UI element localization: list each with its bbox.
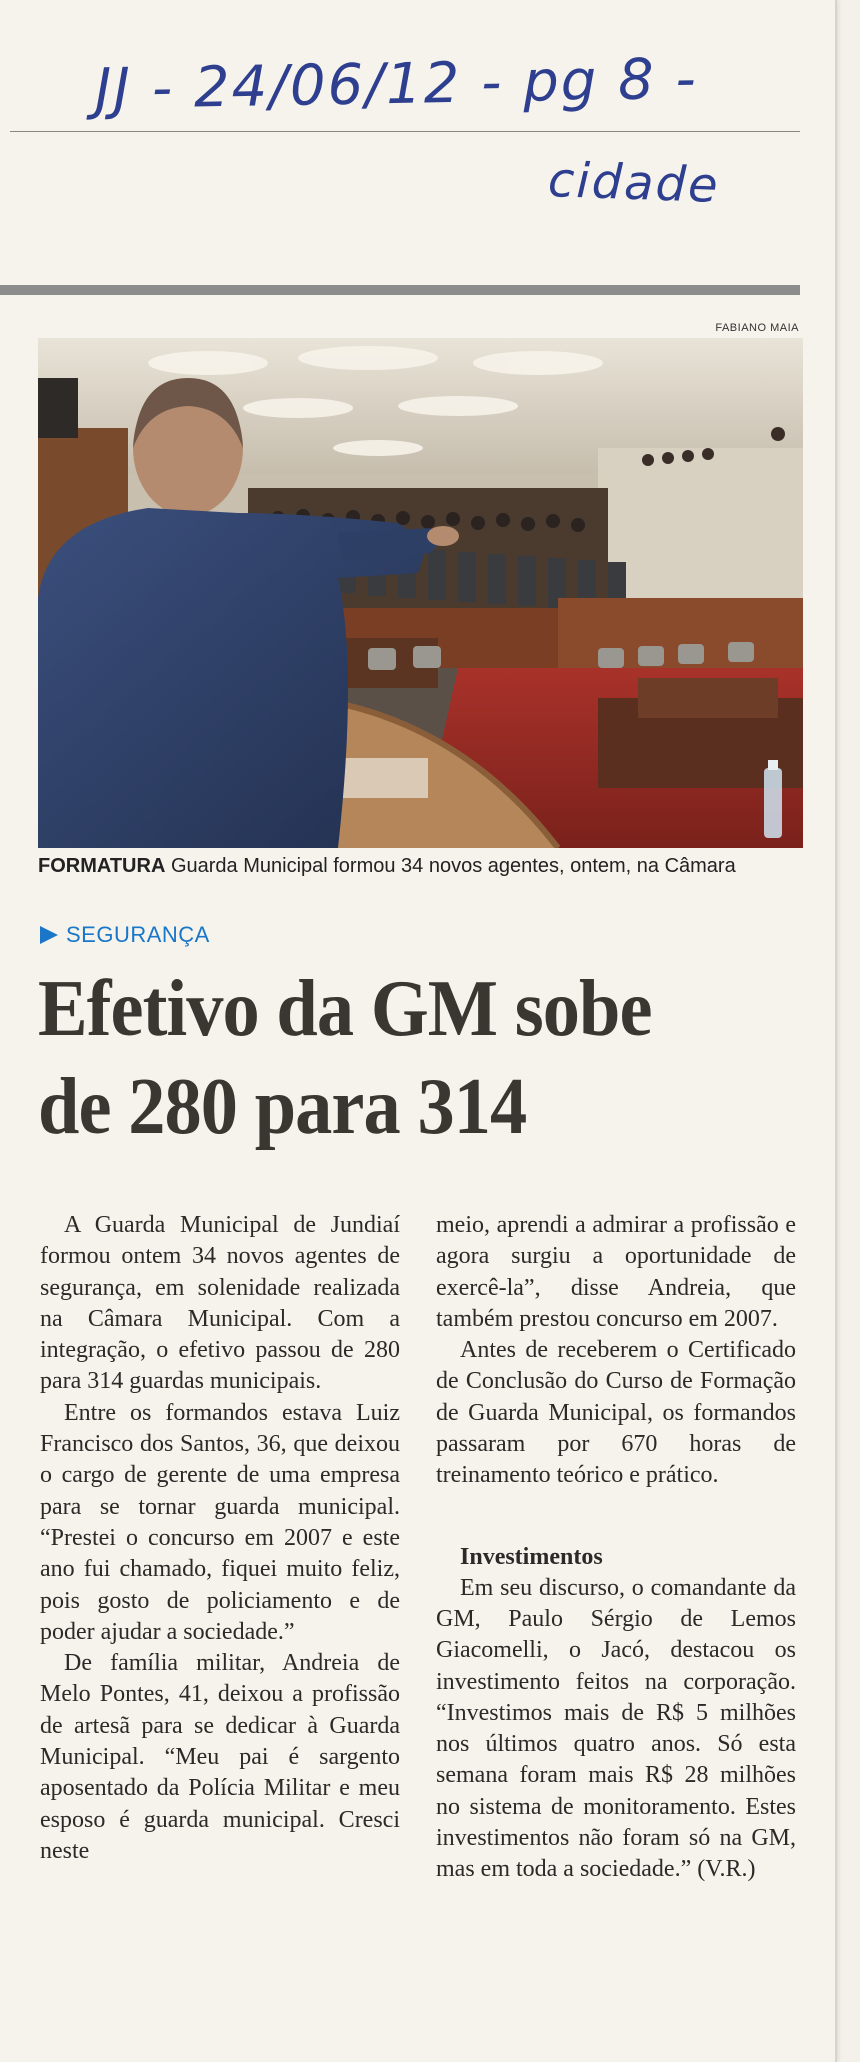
- photo-caption: [38, 855, 808, 878]
- article-column-left: [40, 1210, 400, 1867]
- handwritten-reference: JJ - 24/06/12 - pg 8 -: [94, 46, 699, 123]
- article-column-right: [436, 1210, 796, 1886]
- caption-lead: FORMATURA: [38, 855, 166, 877]
- section-kicker: [40, 922, 210, 948]
- subheading: Investimentos: [460, 1543, 603, 1570]
- paragraph: De família militar, Andreia de Melo Pontes, 41, deixou a profissão de artesã para se dedicar à Guarda Municipal. “Meu pai é sargento aposentado da Polícia Militar e meu esposo é guarda municipal. Cresci neste: [40, 1650, 400, 1864]
- ceremony-photo: [38, 338, 803, 848]
- headline-line-2: de 280 para 314: [38, 1063, 527, 1151]
- article-headline: [38, 960, 763, 1156]
- thick-divider: [0, 285, 800, 295]
- handwritten-section: cidade: [547, 152, 721, 214]
- arrow-right-icon: [40, 926, 58, 944]
- paragraph: A Guarda Municipal de Jundiaí formou ontem 34 novos agentes de segurança, em solenidade realizada na Câmara Municipal. Com a integração, o efetivo passou de 280 para 314 guardas municipais.: [40, 1212, 400, 1395]
- paragraph: Antes de receberem o Certificado de Conclusão do Curso de Formação de Guarda Municipal, os formandos passaram por 670 horas de treinamento teórico e prático.: [436, 1337, 796, 1489]
- paragraph: meio, aprendi a admirar a profissão e agora surgiu a oportunidade de exercê-la”, disse Andreia, que também prestou concurso em 2007.: [436, 1212, 796, 1332]
- paragraph: Entre os formandos estava Luiz Francisco dos Santos, 36, que deixou o cargo de gerente de uma empresa para se tornar guarda municipal. “Prestei o concurso em 2007 e este ano fui chamado, fiquei muito feliz, pois gosto de policiamento e de poder ajudar a sociedade.”: [40, 1399, 400, 1645]
- kicker-label: SEGURANÇA: [66, 922, 210, 947]
- thin-divider: [10, 131, 800, 132]
- caption-text: Guarda Municipal formou 34 novos agentes, ontem, na Câmara: [165, 855, 736, 877]
- headline-line-1: Efetivo da GM sobe: [38, 965, 652, 1053]
- paragraph: Em seu discurso, o comandante da GM, Paulo Sérgio de Lemos Giacomelli, o Jacó, destacou os investimento feitos na corporação. “Investimos mais de R$ 5 milhões nos últimos quatro anos. Só esta semana foram mais R$ 28 milhões no sistema de monitoramento. Estes investimentos não foram só na GM, mas em toda a sociedade.” (V.R.): [436, 1574, 796, 1883]
- ceremony-photo-illustration: [38, 338, 803, 848]
- photo-credit: FABIANO MAIA: [715, 322, 799, 334]
